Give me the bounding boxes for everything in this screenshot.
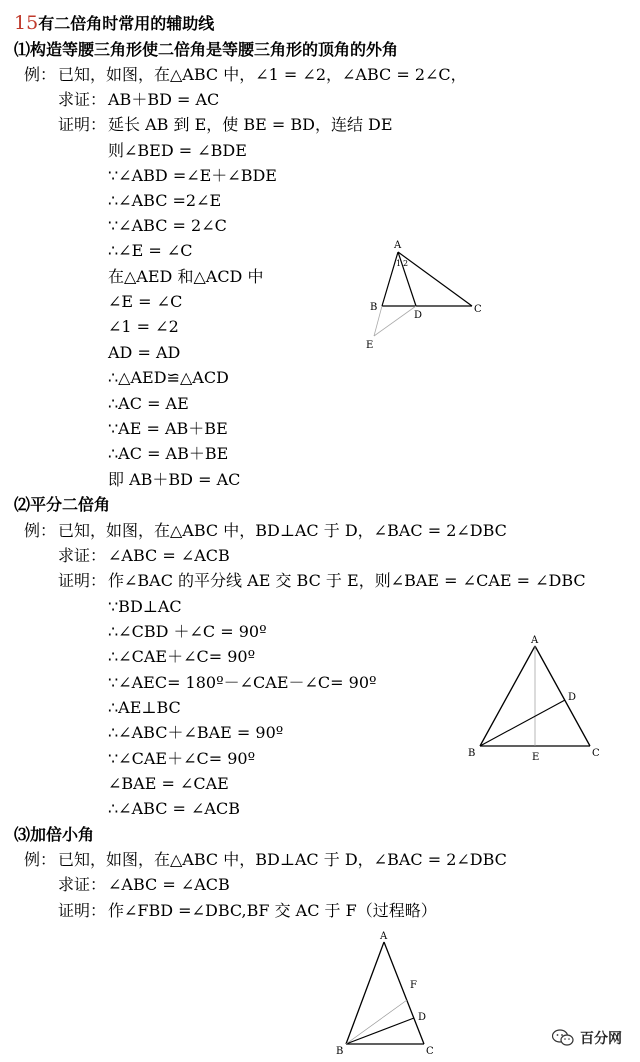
s2-label-proof: 证明： [58, 571, 107, 590]
s1-label-proof: 证明： [58, 115, 107, 134]
s1-label-example: 例： [24, 65, 57, 84]
s2-step: ∠BAE = ∠CAE [108, 774, 229, 793]
s1-figure [360, 236, 490, 356]
s2-step: ∴∠CBD ＋∠C = 90º [108, 622, 267, 641]
s2-step: ∴∠ABC = ∠ACB [108, 799, 240, 818]
s1-step: ∠1 = ∠2 [108, 317, 179, 336]
s1-step: ∵AE = AB＋BE [108, 419, 228, 438]
s2-label-prove: 求证： [58, 546, 107, 565]
page-title [14, 12, 214, 35]
s3-given [24, 849, 507, 871]
s1-step: ∴∠E = ∠C [108, 241, 193, 260]
s1-given [24, 64, 467, 86]
s1-prove [58, 89, 219, 111]
watermark [552, 1028, 622, 1048]
s3-figure [330, 928, 450, 1060]
s1-label-b: B [370, 302, 378, 313]
s2-given [24, 520, 507, 542]
s2-step: ∴∠ABC＋∠BAE = 90º [108, 723, 284, 742]
s1-step: ∠E = ∠C [108, 292, 183, 311]
s3-prove-text: ∠ABC = ∠ACB [108, 875, 230, 894]
section-number: 15 [14, 12, 39, 34]
s1-label-prove: 求证： [58, 90, 107, 109]
s1-step: ∴∠ABC =2∠E [108, 191, 222, 210]
s2-label-b: B [468, 748, 476, 759]
s1-heading: ⑴构造等腰三角形使二倍角是等腰三角形的顶角的外角 [14, 40, 399, 59]
s3-proof-first: 作∠FBD =∠DBC,BF 交 AC 于 F（过程略） [108, 901, 437, 920]
s1-step: AD = AD [108, 343, 181, 362]
s2-label-c: C [592, 748, 600, 759]
s2-label-a: A [531, 635, 539, 646]
s2-prove [58, 545, 230, 567]
s1-label-c: C [474, 304, 482, 315]
s2-step: ∵∠AEC= 180º－∠CAE－∠C= 90º [108, 673, 377, 692]
s1-label-a: A [394, 240, 402, 251]
title-text: 有二倍角时常用的辅助线 [38, 14, 215, 33]
s1-label-1: 1 [396, 259, 402, 268]
s1-edge-ed [374, 306, 416, 336]
s1-step: 在△AED 和△ACD 中 [108, 267, 264, 286]
watermark-text: 百分网 [580, 1031, 622, 1047]
s3-label-f: F [410, 980, 417, 991]
s3-edge-bf [346, 1000, 407, 1044]
s3-proof [58, 900, 437, 922]
s2-label-e: E [532, 752, 540, 763]
s3-label-c: C [426, 1046, 434, 1057]
s3-label-example: 例： [24, 850, 57, 869]
s1-label-d: D [414, 310, 423, 321]
s2-label-d: D [568, 692, 577, 703]
s2-prove-text: ∠ABC = ∠ACB [108, 546, 230, 565]
s1-label-2: 2 [403, 259, 409, 268]
s3-edge-ac [384, 942, 427, 1044]
s2-step: ∵BD⊥AC [108, 597, 182, 616]
s1-step: ∴AC = AB＋BE [108, 444, 229, 463]
s3-label-prove: 求证： [58, 875, 107, 894]
s1-step: ∵∠ABC = 2∠C [108, 216, 227, 235]
s2-heading: ⑵平分二倍角 [14, 495, 111, 514]
s2-step: ∴∠CAE＋∠C= 90º [108, 647, 256, 666]
s3-prove [58, 874, 230, 896]
s3-label-d: D [418, 1012, 427, 1023]
s3-label-proof: 证明： [58, 901, 107, 920]
s1-given-text: 已知，如图，在△ABC 中，∠1 = ∠2，∠ABC = 2∠C， [58, 65, 467, 84]
s2-given-text: 已知，如图，在△ABC 中，BD⊥AC 于 D，∠BAC = 2∠DBC [58, 521, 507, 540]
s3-edge-ab [346, 942, 384, 1044]
s1-step: ∵∠ABD =∠E＋∠BDE [108, 166, 277, 185]
s2-edge-ac [535, 646, 590, 746]
s2-step: ∵∠CAE＋∠C= 90º [108, 749, 256, 768]
s3-heading: ⑶加倍小角 [14, 825, 95, 844]
wechat-icon [552, 1029, 574, 1047]
s1-step: ∴△AED≌△ACD [108, 368, 229, 387]
s2-proof-first: 作∠BAC 的平分线 AE 交 BC 于 E，则∠BAE = ∠CAE = ∠DBC [108, 571, 586, 590]
s2-proof [58, 570, 586, 592]
s1-step: 即 AB＋BD = AC [108, 470, 241, 489]
s3-label-a: A [380, 931, 388, 942]
s1-step: 则∠BED = ∠BDE [108, 141, 247, 160]
s3-label-b: B [336, 1046, 344, 1057]
s1-step: ∴AC = AE [108, 394, 189, 413]
s2-step: ∴AE⊥BC [108, 698, 181, 717]
s3-edge-bd [346, 1018, 414, 1044]
s1-label-e: E [366, 340, 374, 351]
s1-edge-ac [398, 252, 472, 306]
s2-figure [462, 634, 612, 770]
s1-proof-first: 延长 AB 到 E，使 BE = BD，连结 DE [108, 115, 393, 134]
s1-prove-text: AB＋BD = AC [108, 90, 220, 109]
s2-label-example: 例： [24, 521, 57, 540]
s3-given-text: 已知，如图，在△ABC 中，BD⊥AC 于 D，∠BAC = 2∠DBC [58, 850, 507, 869]
s1-proof [58, 114, 393, 136]
